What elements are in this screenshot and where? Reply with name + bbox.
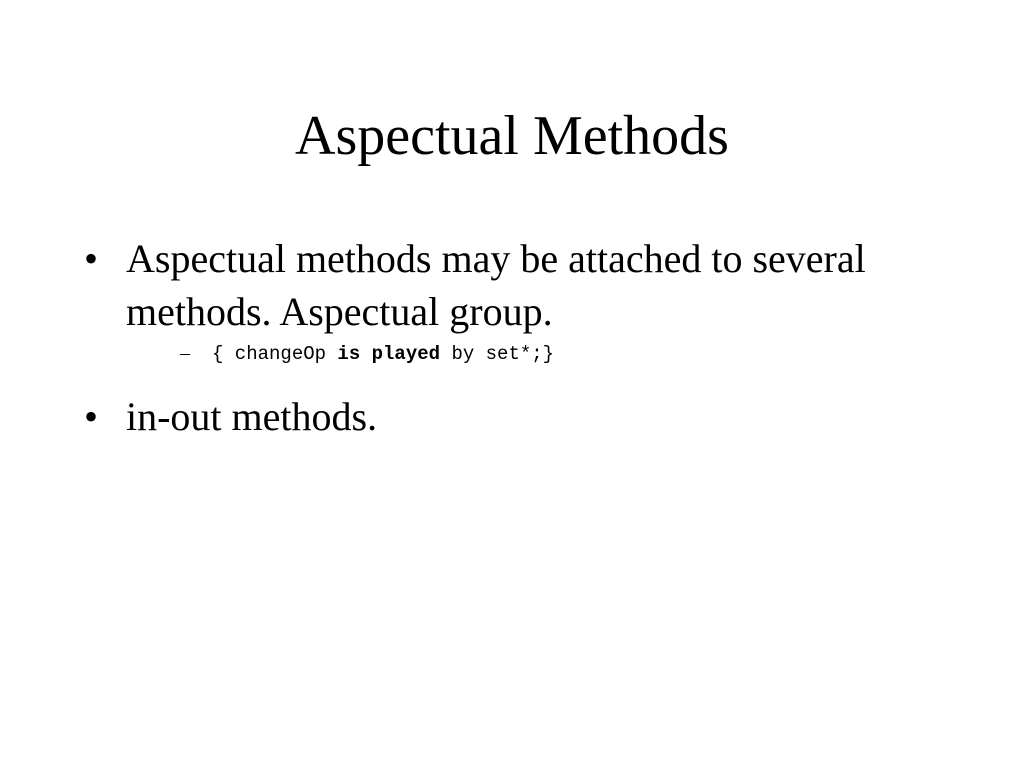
code-keyword: is played: [337, 343, 441, 365]
bullet-marker: •: [84, 236, 99, 281]
slide-title: Aspectual Methods: [295, 105, 729, 167]
bullet-item: [84, 232, 944, 366]
code-snippet: [212, 342, 554, 366]
bullet-list: [84, 232, 944, 443]
sub-bullet-item: [180, 341, 944, 366]
bullet-text: Aspectual methods may be attached to several methods. Aspectual group.: [126, 236, 866, 334]
bullet-item: [84, 390, 944, 443]
bullet-content: [126, 232, 944, 366]
code-suffix: by set*;}: [440, 343, 555, 365]
bullet-marker: •: [84, 394, 99, 439]
bullet-text: in-out methods.: [126, 394, 378, 439]
code-prefix: { changeOp: [212, 343, 338, 365]
sub-bullet-marker: –: [180, 342, 190, 364]
sub-bullet-list: [126, 341, 944, 366]
